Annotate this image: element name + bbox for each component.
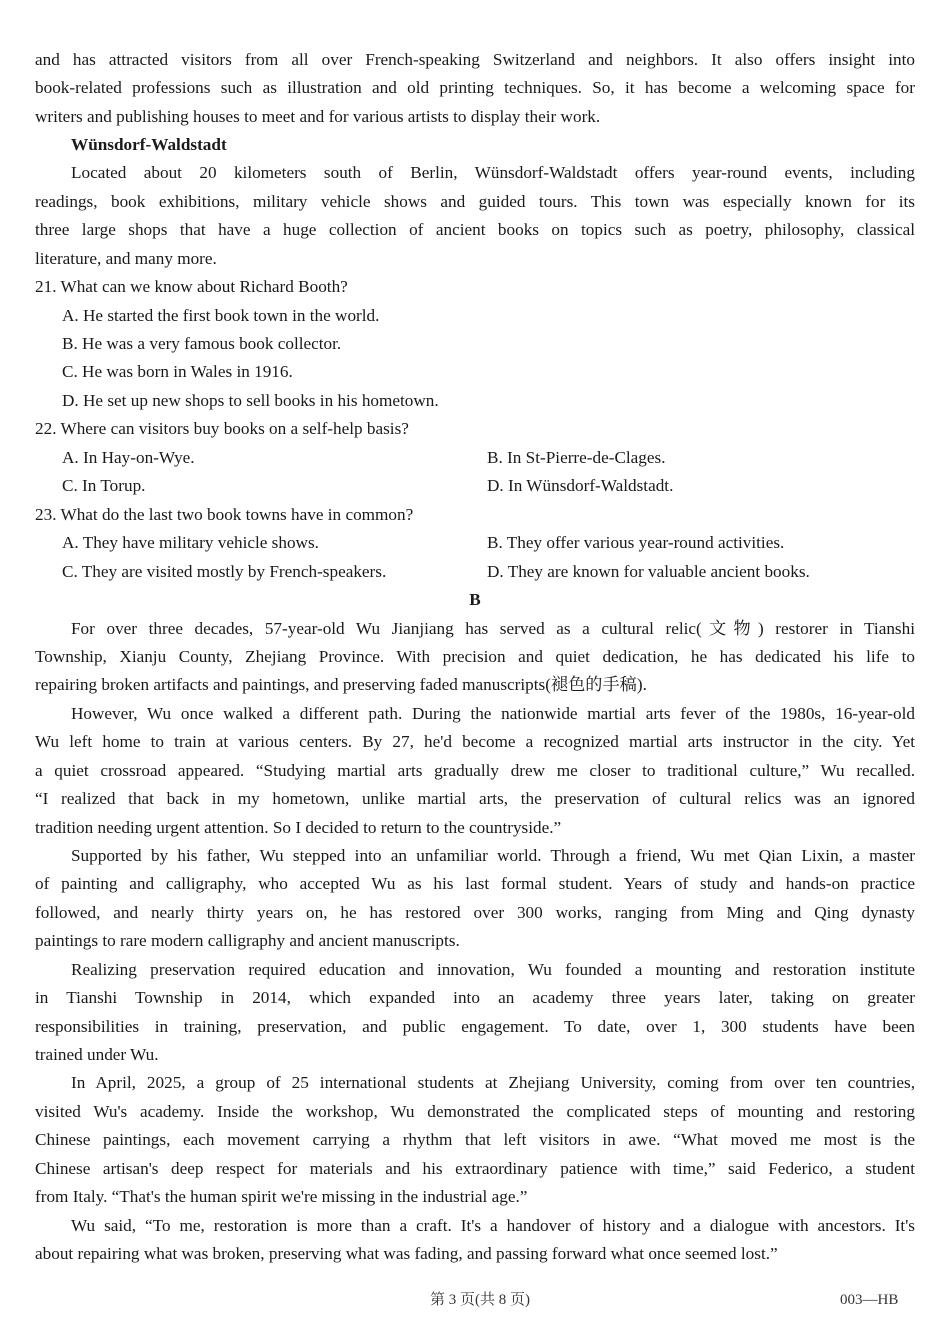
text-line: repairing broken artifacts and paintings, and preserving faded manuscripts(褪色的手稿). bbox=[35, 675, 647, 694]
question-stem: 23. What do the last two book towns have in common? bbox=[35, 505, 414, 524]
text-line: from Italy. “That's the human spirit we're missing in the industrial age.” bbox=[35, 1187, 528, 1206]
section-heading: Wünsdorf-Waldstadt bbox=[71, 135, 227, 154]
option-a: A. He started the first book town in the world. bbox=[62, 306, 380, 325]
text-line: “I realized that back in my hometown, unlike martial arts, the preservation of cultural relics was an ignored bbox=[35, 789, 915, 808]
text-line: However, Wu once walked a different path. During the nationwide martial arts fever of the 1980s, 16-year-old bbox=[71, 704, 915, 723]
text-line: Chinese paintings, each movement carrying a rhythm that left visitors in awe. “What moved me most is the bbox=[35, 1130, 915, 1149]
text-line: Township, Xianju County, Zhejiang Province. With precision and quiet dedication, he has dedicated his life to bbox=[35, 647, 915, 666]
text-line: Chinese artisan's deep respect for materials and his extraordinary patience with time,” said Federico, a student bbox=[35, 1159, 915, 1178]
text-line: paintings to rare modern calligraphy and ancient manuscripts. bbox=[35, 931, 460, 950]
question-stem: 22. Where can visitors buy books on a self-help basis? bbox=[35, 419, 409, 438]
text-line: in Tianshi Township in 2014, which expanded into an academy three years later, taking on greater bbox=[35, 988, 915, 1007]
option-d: D. In Wünsdorf-Waldstadt. bbox=[487, 476, 674, 495]
option-a: A. In Hay-on-Wye. bbox=[62, 448, 195, 467]
option-d: D. He set up new shops to sell books in his hometown. bbox=[62, 391, 439, 410]
text-line: writers and publishing houses to meet and for various artists to display their work. bbox=[35, 107, 601, 126]
text-line: trained under Wu. bbox=[35, 1045, 159, 1064]
option-c: C. They are visited mostly by French-speakers. bbox=[62, 562, 387, 581]
text-line: For over three decades, 57-year-old Wu Jianjiang has served as a cultural relic(文物) restorer in Tianshi bbox=[71, 619, 915, 638]
option-d: D. They are known for valuable ancient books. bbox=[487, 562, 810, 581]
text-line: a quiet crossroad appeared. “Studying martial arts gradually drew me closer to traditional culture,” Wu recalled. bbox=[35, 761, 915, 780]
text-line: Supported by his father, Wu stepped into an unfamiliar world. Through a friend, Wu met Qian Lixin, a master bbox=[71, 846, 915, 865]
text-line: Wu left home to train at various centers. By 27, he'd become a recognized martial arts instructor in the city. Yet bbox=[35, 732, 915, 751]
option-c: C. He was born in Wales in 1916. bbox=[62, 362, 293, 381]
text-line: about repairing what was broken, preserving what was fading, and passing forward what once seemed lost.” bbox=[35, 1244, 778, 1263]
page-number: 第 3 页(共 8 页) bbox=[430, 1292, 530, 1308]
text-line: readings, book exhibitions, military vehicle shows and guided tours. This town was especially known for its bbox=[35, 192, 915, 211]
text-line: and has attracted visitors from all over French-speaking Switzerland and neighbors. It also offers insight into bbox=[35, 50, 915, 69]
text-line: of painting and calligraphy, who accepted Wu as his last formal student. Years of study and hands-on practice bbox=[35, 874, 915, 893]
option-b: B. They offer various year-round activities. bbox=[487, 533, 785, 552]
text-line: followed, and nearly thirty years on, he has restored over 300 works, ranging from Ming and Qing dynasty bbox=[35, 903, 915, 922]
text-line: responsibilities in training, preservation, and public engagement. To date, over 1, 300 students have been bbox=[35, 1017, 915, 1036]
paper-code: 003—HB bbox=[840, 1292, 899, 1308]
text-line: In April, 2025, a group of 25 international students at Zhejiang University, coming from over ten countries, bbox=[71, 1073, 915, 1092]
text-line: literature, and many more. bbox=[35, 249, 217, 268]
question-stem: 21. What can we know about Richard Booth? bbox=[35, 277, 348, 296]
text-line: three large shops that have a huge collection of ancient books on topics such as poetry, philosophy, classical bbox=[35, 220, 915, 239]
text-line: Located about 20 kilometers south of Berlin, Wünsdorf-Waldstadt offers year-round events, including bbox=[71, 163, 915, 182]
option-c: C. In Torup. bbox=[62, 476, 146, 495]
option-a: A. They have military vehicle shows. bbox=[62, 533, 319, 552]
text-line: book-related professions such as illustration and old printing techniques. So, it has become a welcoming space for bbox=[35, 78, 915, 97]
text-line: visited Wu's academy. Inside the workshop, Wu demonstrated the complicated steps of mounting and restoring bbox=[35, 1102, 915, 1121]
text-line: Realizing preservation required education and innovation, Wu founded a mounting and restoration institute bbox=[71, 960, 915, 979]
text-line: tradition needing urgent attention. So I decided to return to the countryside.” bbox=[35, 818, 562, 837]
passage-label: B bbox=[469, 590, 481, 609]
option-b: B. In St-Pierre-de-Clages. bbox=[487, 448, 666, 467]
option-b: B. He was a very famous book collector. bbox=[62, 334, 342, 353]
text-line: Wu said, “To me, restoration is more than a craft. It's a handover of history and a dialogue with ancestors. It's bbox=[71, 1216, 915, 1235]
